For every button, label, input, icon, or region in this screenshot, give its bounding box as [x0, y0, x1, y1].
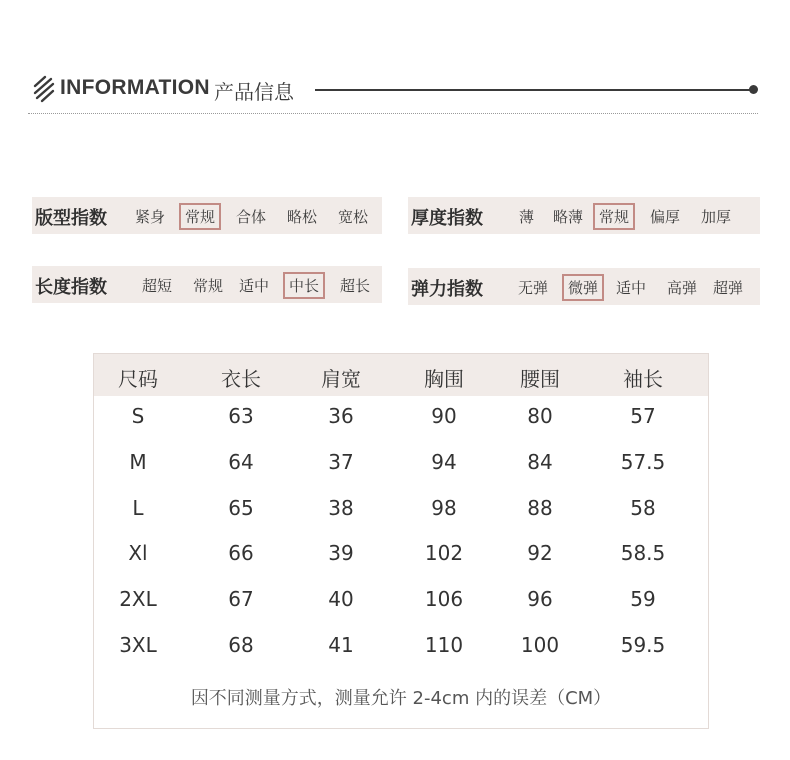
- cell-size: 3XL: [119, 633, 157, 657]
- fit-option: 合体: [236, 208, 267, 226]
- cell-length: 65: [228, 496, 254, 520]
- cell-shoulder: 39: [328, 541, 354, 565]
- cell-waist: 92: [527, 541, 553, 565]
- cell-sleeve: 58: [630, 496, 656, 520]
- thickness-index-bar: [408, 197, 760, 234]
- thickness-option-selected: 常规: [593, 203, 635, 230]
- column-header-shoulder: 肩宽: [321, 367, 361, 391]
- size-table-header: [94, 354, 708, 396]
- dotted-divider: [28, 113, 758, 114]
- cell-chest: 98: [431, 496, 457, 520]
- striped-leaf-icon: [32, 74, 56, 104]
- length-option: 超短: [142, 277, 173, 295]
- thickness-option: 薄: [519, 208, 535, 226]
- cell-shoulder: 38: [328, 496, 354, 520]
- size-table: [93, 353, 709, 729]
- cell-sleeve: 57: [630, 404, 656, 428]
- elasticity-index-bar: [408, 268, 760, 305]
- column-header-size: 尺码: [118, 367, 158, 391]
- cell-length: 66: [228, 541, 254, 565]
- header-title-cn: 产品信息: [214, 80, 294, 104]
- length-option: 超长: [340, 277, 371, 295]
- length-option-selected: 中长: [283, 272, 325, 299]
- thickness-option: 偏厚: [650, 208, 681, 226]
- cell-chest: 90: [431, 404, 457, 428]
- elasticity-option: 适中: [616, 279, 647, 297]
- cell-chest: 106: [424, 587, 464, 611]
- thickness-option: 加厚: [701, 208, 732, 226]
- cell-shoulder: 40: [328, 587, 354, 611]
- cell-chest: 110: [424, 633, 464, 657]
- header-divider-dot: [749, 85, 758, 94]
- cell-shoulder: 36: [328, 404, 354, 428]
- info-header: [30, 72, 760, 106]
- cell-chest: 102: [424, 541, 464, 565]
- thickness-option: 略薄: [553, 208, 584, 226]
- fit-option: 紧身: [135, 208, 166, 226]
- fit-option-selected: 常规: [179, 203, 221, 230]
- elasticity-option: 高弹: [667, 279, 698, 297]
- fit-option: 略松: [287, 208, 318, 226]
- header-title-en: INFORMATION: [60, 76, 210, 99]
- measurement-note: 因不同测量方式，测量允许 2-4cm 内的误差（CM）: [190, 688, 612, 709]
- length-index-bar: [32, 266, 382, 303]
- cell-length: 64: [228, 450, 254, 474]
- cell-shoulder: 37: [328, 450, 354, 474]
- elasticity-option: 无弹: [518, 279, 549, 297]
- cell-size: Xl: [128, 541, 148, 565]
- column-header-length: 衣长: [221, 367, 261, 391]
- column-header-waist: 腰围: [520, 367, 560, 391]
- cell-waist: 80: [527, 404, 553, 428]
- column-header-sleeve: 袖长: [623, 367, 663, 391]
- cell-length: 67: [228, 587, 254, 611]
- cell-length: 63: [228, 404, 254, 428]
- cell-size: L: [132, 496, 144, 520]
- fit-option: 宽松: [338, 208, 369, 226]
- length-option: 适中: [239, 277, 270, 295]
- column-header-chest: 胸围: [424, 367, 464, 391]
- elasticity-index-title: 弹力指数: [411, 279, 483, 300]
- cell-size: 2XL: [119, 587, 157, 611]
- elasticity-option-selected: 微弹: [562, 274, 604, 301]
- length-index-title: 长度指数: [35, 277, 107, 298]
- thickness-index-title: 厚度指数: [411, 208, 483, 229]
- cell-sleeve: 57.5: [620, 450, 666, 474]
- cell-waist: 88: [527, 496, 553, 520]
- cell-length: 68: [228, 633, 254, 657]
- cell-waist: 100: [520, 633, 560, 657]
- cell-size: S: [131, 404, 145, 428]
- header-divider-line: [315, 89, 751, 91]
- cell-waist: 96: [527, 587, 553, 611]
- fit-index-bar: [32, 197, 382, 234]
- cell-waist: 84: [527, 450, 553, 474]
- cell-sleeve: 59.5: [620, 633, 666, 657]
- elasticity-option: 超弹: [713, 279, 744, 297]
- length-option: 常规: [193, 277, 224, 295]
- cell-sleeve: 59: [630, 587, 656, 611]
- fit-index-title: 版型指数: [35, 208, 107, 229]
- cell-sleeve: 58.5: [620, 541, 666, 565]
- cell-shoulder: 41: [328, 633, 354, 657]
- cell-size: M: [129, 450, 147, 474]
- cell-chest: 94: [431, 450, 457, 474]
